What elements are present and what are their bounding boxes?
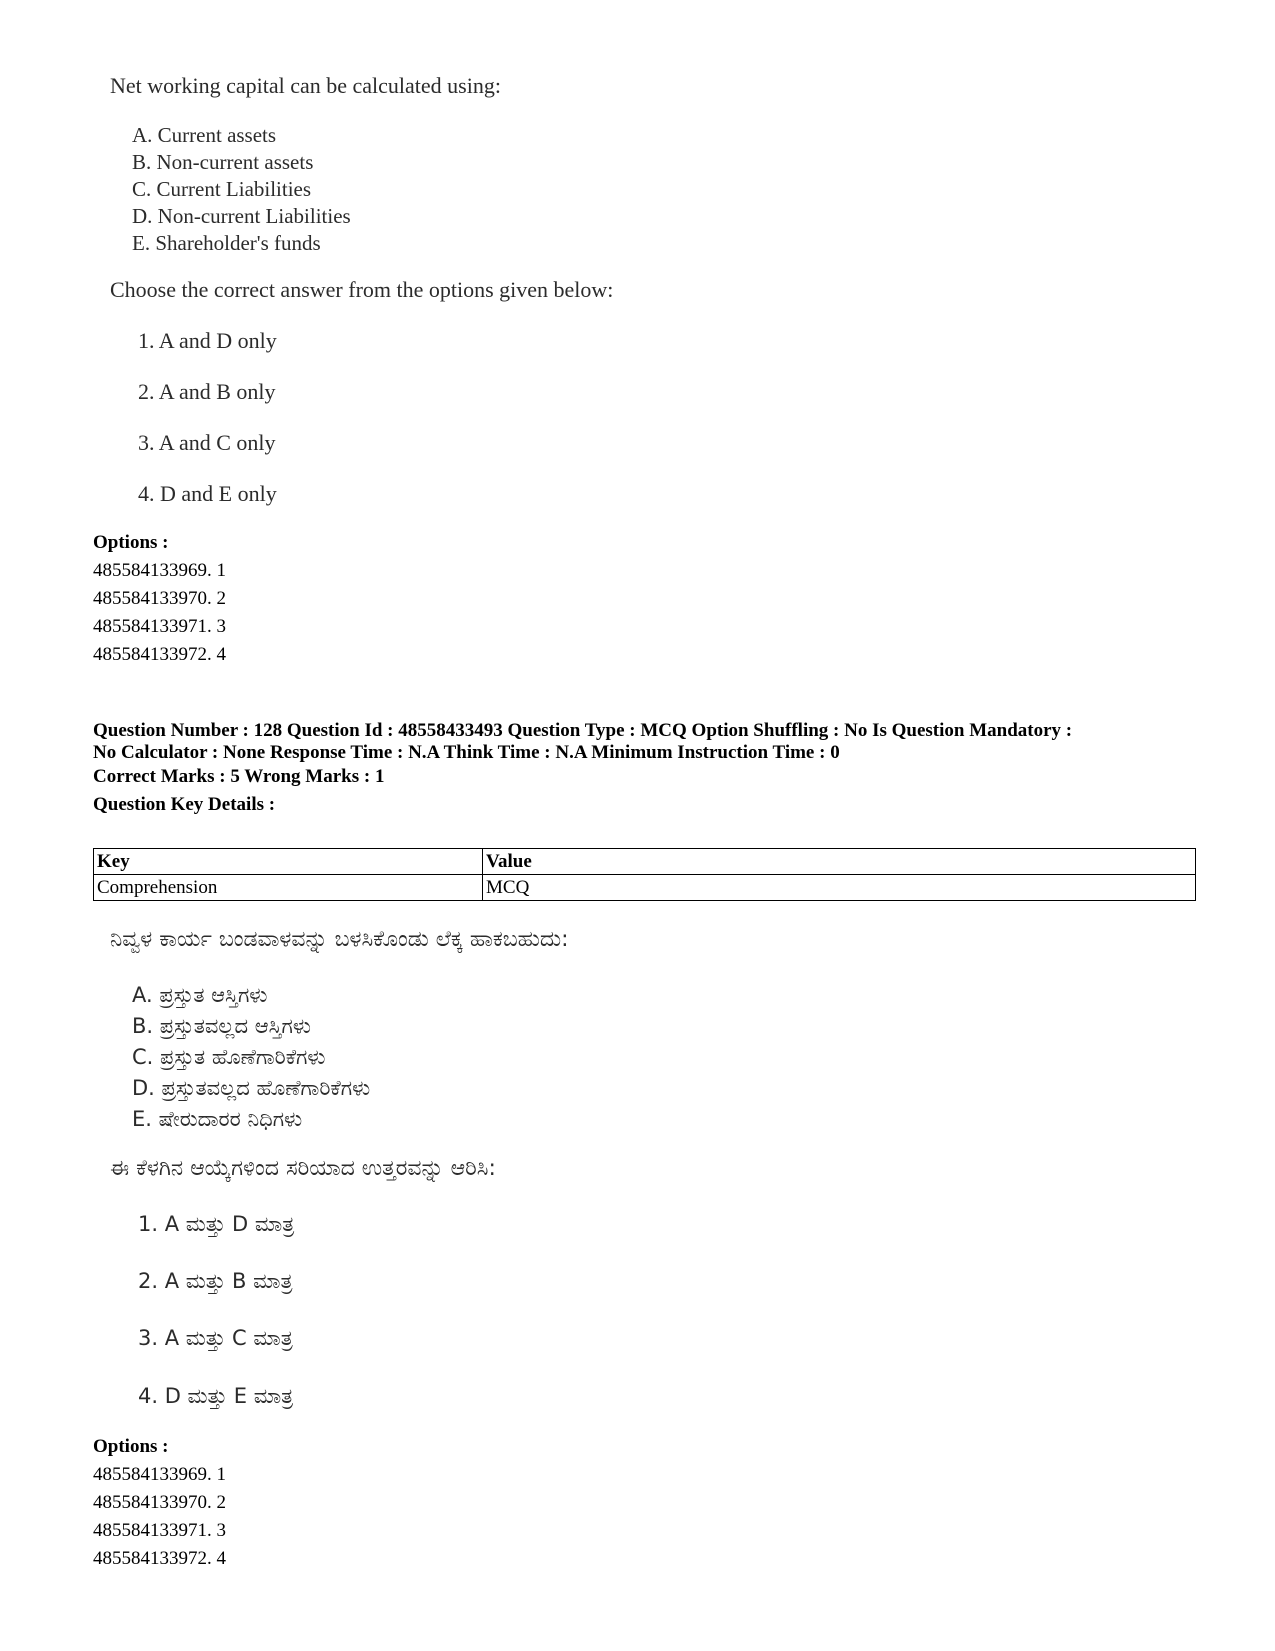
statement-item: E. ಷೇರುದಾರರ ನಿಧಿಗಳು bbox=[132, 1107, 303, 1131]
statement-item: A. Current assets bbox=[132, 123, 277, 147]
table-cell: Comprehension bbox=[94, 875, 483, 901]
question-text-kannada: ನಿವ್ವಳ ಕಾರ್ಯ ಬಂಡವಾಳವನ್ನು ಬಳಸಿಕೊಂಡು ಲೆಕ್ಕ ಹಾಕಬಹುದು: bbox=[110, 927, 569, 952]
table-header-cell: Value bbox=[483, 849, 1196, 875]
key-details-heading: Question Key Details : bbox=[93, 794, 276, 815]
table-header-cell: Key bbox=[94, 849, 483, 875]
choice-item: 2. A and B only bbox=[138, 379, 276, 404]
statement-item: E. Shareholder's funds bbox=[132, 231, 321, 255]
options-heading: Options : bbox=[93, 1436, 169, 1457]
statement-list-kannada bbox=[132, 980, 370, 1135]
statement-item: D. ಪ್ರಸ್ತುತವಲ್ಲದ ಹೊಣೆಗಾರಿಕೆಗಳು bbox=[132, 1076, 371, 1100]
option-id-row: 485584133971. 3 bbox=[93, 616, 226, 637]
statement-item: B. ಪ್ರಸ್ತುತವಲ್ಲದ ಆಸ್ತಿಗಳು bbox=[132, 1014, 311, 1038]
option-id-row: 485584133971. 3 bbox=[93, 1520, 226, 1541]
question-meta-line: Question Number : 128 Question Id : 48558433493 Question Type : MCQ Option Shuffling : No Is Question Mandatory : bbox=[93, 720, 1073, 741]
choice-item: 1. A and D only bbox=[138, 328, 277, 353]
option-id-row: 485584133972. 4 bbox=[93, 1548, 226, 1569]
table-header-row bbox=[94, 849, 1196, 875]
choice-item: 4. D and E only bbox=[138, 481, 277, 506]
option-id-row: 485584133972. 4 bbox=[93, 644, 226, 665]
instruction-text-english: Choose the correct answer from the options given below: bbox=[110, 277, 614, 302]
key-details-table bbox=[93, 848, 1196, 901]
options-heading: Options : bbox=[93, 532, 169, 553]
statement-item: D. Non-current Liabilities bbox=[132, 204, 351, 228]
statement-item: C. Current Liabilities bbox=[132, 177, 312, 201]
table-row bbox=[94, 875, 1196, 901]
marks-line: Correct Marks : 5 Wrong Marks : 1 bbox=[93, 766, 385, 787]
choice-item: 2. A ಮತ್ತು B ಮಾತ್ರ bbox=[138, 1269, 293, 1293]
choice-item: 1. A ಮತ್ತು D ಮಾತ್ರ bbox=[138, 1212, 295, 1236]
table-cell: MCQ bbox=[483, 875, 1196, 901]
option-id-row: 485584133970. 2 bbox=[93, 588, 226, 609]
choice-item: 4. D ಮತ್ತು E ಮಾತ್ರ bbox=[138, 1384, 294, 1408]
question-text-english: Net working capital can be calculated using: bbox=[110, 73, 501, 98]
question-meta-line: No Calculator : None Response Time : N.A Think Time : N.A Minimum Instruction Time : 0 bbox=[93, 742, 840, 763]
statement-item: C. ಪ್ರಸ್ತುತ ಹೊಣೆಗಾರಿಕೆಗಳು bbox=[132, 1045, 326, 1069]
instruction-text-kannada: ಈ ಕೆಳಗಿನ ಆಯ್ಕೆಗಳಿಂದ ಸರಿಯಾದ ಉತ್ತರವನ್ನು ಆರಿಸಿ: bbox=[110, 1156, 496, 1181]
choice-item: 3. A ಮತ್ತು C ಮಾತ್ರ bbox=[138, 1326, 293, 1350]
statement-list-english bbox=[132, 122, 351, 257]
option-id-row: 485584133969. 1 bbox=[93, 1464, 226, 1485]
statement-item: A. ಪ್ರಸ್ತುತ ಆಸ್ತಿಗಳು bbox=[132, 983, 268, 1007]
choice-item: 3. A and C only bbox=[138, 430, 276, 455]
statement-item: B. Non-current assets bbox=[132, 150, 314, 174]
option-id-row: 485584133970. 2 bbox=[93, 1492, 226, 1513]
option-id-row: 485584133969. 1 bbox=[93, 560, 226, 581]
